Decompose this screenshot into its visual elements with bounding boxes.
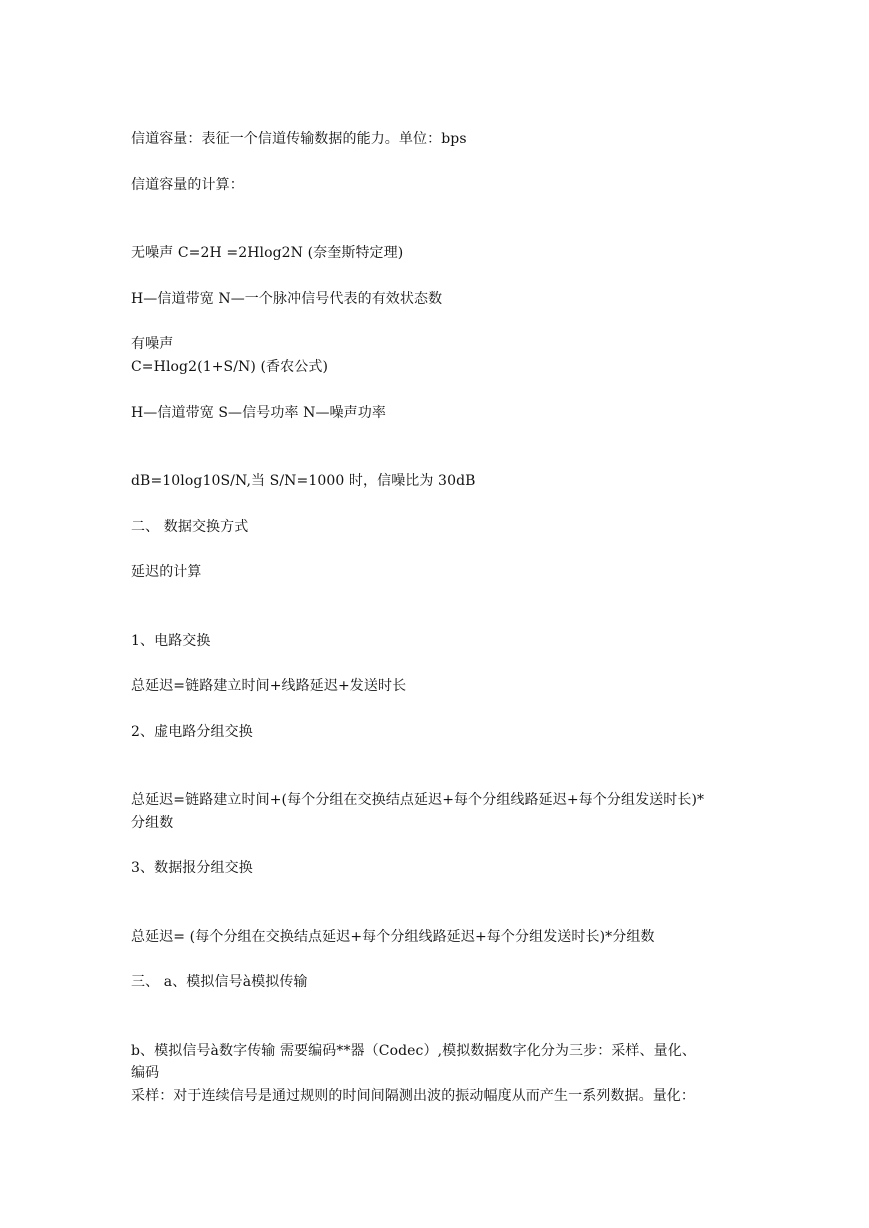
noisy-variables: H—信道带宽 S—信号功率 N—噪声功率 (131, 405, 386, 421)
virtual-circuit-heading: 2、虚电路分组交换 (131, 724, 253, 740)
sampling-description: 采样：对于连续信号是通过规则的时间间隔测出波的振动幅度从而产生一系列数据。量化： (131, 1088, 695, 1104)
decibel-formula: dB=10log10S/N,当 S/N=1000 时，信噪比为 30dB (131, 473, 476, 489)
noiseless-variables: H—信道带宽 N—一个脉冲信号代表的有效状态数 (131, 291, 443, 307)
channel-capacity-calc-heading: 信道容量的计算： (131, 177, 244, 193)
analog-to-digital-line: b、模拟信号à数字传输 需要编码**器（Codec）,模拟数据数字化分为三步：采样、量化、 (131, 1043, 696, 1059)
circuit-switching-delay: 总延迟=链路建立时间+线路延迟+发送时长 (131, 678, 407, 694)
circuit-switching-heading: 1、电路交换 (131, 633, 211, 649)
datagram-delay: 总延迟= (每个分组在交换结点延迟+每个分组线路延迟+每个分组发送时长)*分组数 (131, 929, 655, 945)
channel-capacity-definition: 信道容量：表征一个信道传输数据的能力。单位：bps (131, 131, 467, 147)
shannon-formula: C=Hlog2(1+S/N) (香农公式) (131, 359, 329, 375)
virtual-circuit-delay-cont: 分组数 (131, 815, 174, 831)
delay-calc-heading: 延迟的计算 (131, 564, 202, 580)
noisy-heading: 有噪声 (131, 336, 174, 352)
noiseless-formula: 无噪声 C=2H =2Hlog2N (奈奎斯特定理) (131, 245, 404, 261)
analog-to-digital-line-cont: 编码 (131, 1065, 160, 1081)
section-three-heading: 三、 a、模拟信号à模拟传输 (131, 974, 308, 990)
section-two-heading: 二、 数据交换方式 (131, 519, 249, 535)
virtual-circuit-delay: 总延迟=链路建立时间+(每个分组在交换结点延迟+每个分组线路延迟+每个分组发送时长)* (131, 792, 705, 808)
datagram-heading: 3、数据报分组交换 (131, 860, 253, 876)
